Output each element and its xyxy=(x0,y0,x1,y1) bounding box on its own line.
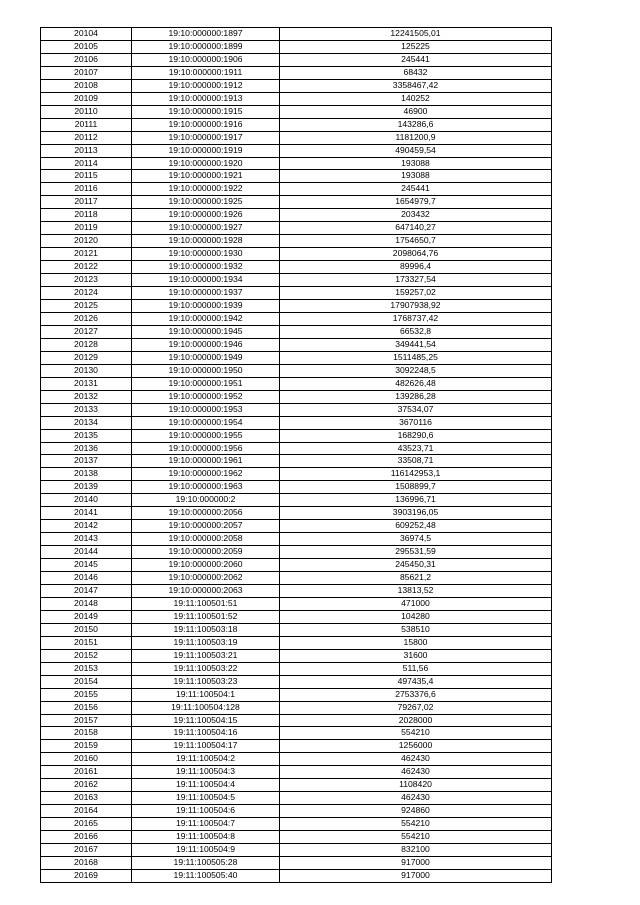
value-cell: 554210 xyxy=(280,818,552,831)
cadastral-number-cell: 19:10:000000:2057 xyxy=(132,520,280,533)
row-number-cell: 20159 xyxy=(41,740,132,753)
row-number-cell: 20165 xyxy=(41,818,132,831)
cadastral-number-cell: 19:10:000000:1911 xyxy=(132,66,280,79)
table-row xyxy=(41,170,552,183)
table-row xyxy=(41,40,552,53)
row-number-cell: 20131 xyxy=(41,377,132,390)
value-cell: 15800 xyxy=(280,636,552,649)
row-number-cell: 20164 xyxy=(41,805,132,818)
cadastral-number-cell: 19:11:100504:1 xyxy=(132,688,280,701)
value-cell: 37534,07 xyxy=(280,403,552,416)
value-cell: 159257,02 xyxy=(280,287,552,300)
value-cell: 125225 xyxy=(280,40,552,53)
table-row xyxy=(41,390,552,403)
row-number-cell: 20129 xyxy=(41,351,132,364)
table-row xyxy=(41,429,552,442)
cadastral-number-cell: 19:10:000000:1919 xyxy=(132,144,280,157)
cadastral-number-cell: 19:10:000000:1906 xyxy=(132,53,280,66)
table-row xyxy=(41,649,552,662)
cadastral-number-cell: 19:10:000000:1952 xyxy=(132,390,280,403)
table-row xyxy=(41,183,552,196)
table-row xyxy=(41,818,552,831)
value-cell: 462430 xyxy=(280,766,552,779)
value-cell: 36974,5 xyxy=(280,533,552,546)
table-row xyxy=(41,274,552,287)
row-number-cell: 20105 xyxy=(41,40,132,53)
row-number-cell: 20120 xyxy=(41,235,132,248)
value-cell: 1654979,7 xyxy=(280,196,552,209)
table-row xyxy=(41,416,552,429)
row-number-cell: 20124 xyxy=(41,287,132,300)
table-row xyxy=(41,222,552,235)
row-number-cell: 20154 xyxy=(41,675,132,688)
table-row xyxy=(41,792,552,805)
table-row xyxy=(41,572,552,585)
row-number-cell: 20119 xyxy=(41,222,132,235)
table-row xyxy=(41,92,552,105)
table-row xyxy=(41,597,552,610)
table-row xyxy=(41,364,552,377)
row-number-cell: 20136 xyxy=(41,442,132,455)
value-cell: 511,56 xyxy=(280,662,552,675)
cadastral-number-cell: 19:10:000000:1945 xyxy=(132,325,280,338)
row-number-cell: 20166 xyxy=(41,831,132,844)
cadastral-number-cell: 19:10:000000:1954 xyxy=(132,416,280,429)
row-number-cell: 20118 xyxy=(41,209,132,222)
cadastral-number-cell: 19:10:000000:1926 xyxy=(132,209,280,222)
cadastral-number-cell: 19:11:100505:40 xyxy=(132,869,280,882)
value-cell: 490459,54 xyxy=(280,144,552,157)
value-cell: 139286,28 xyxy=(280,390,552,403)
cadastral-number-cell: 19:10:000000:1916 xyxy=(132,118,280,131)
value-cell: 1768737,42 xyxy=(280,312,552,325)
table-row xyxy=(41,623,552,636)
table-row xyxy=(41,805,552,818)
value-cell: 13813,52 xyxy=(280,584,552,597)
value-cell: 31600 xyxy=(280,649,552,662)
row-number-cell: 20128 xyxy=(41,338,132,351)
row-number-cell: 20138 xyxy=(41,468,132,481)
records-table xyxy=(40,27,552,883)
cadastral-number-cell: 19:11:100504:128 xyxy=(132,701,280,714)
cadastral-number-cell: 19:10:000000:1930 xyxy=(132,248,280,261)
row-number-cell: 20109 xyxy=(41,92,132,105)
cadastral-number-cell: 19:10:000000:1922 xyxy=(132,183,280,196)
table-row xyxy=(41,377,552,390)
cadastral-number-cell: 19:11:100504:7 xyxy=(132,818,280,831)
cadastral-number-cell: 19:11:100501:52 xyxy=(132,610,280,623)
value-cell: 3358467,42 xyxy=(280,79,552,92)
value-cell: 917000 xyxy=(280,857,552,870)
cadastral-number-cell: 19:10:000000:1899 xyxy=(132,40,280,53)
row-number-cell: 20107 xyxy=(41,66,132,79)
cadastral-number-cell: 19:11:100503:18 xyxy=(132,623,280,636)
table-row xyxy=(41,468,552,481)
table-row xyxy=(41,338,552,351)
value-cell: 1181200,9 xyxy=(280,131,552,144)
cadastral-number-cell: 19:11:100504:8 xyxy=(132,831,280,844)
row-number-cell: 20147 xyxy=(41,584,132,597)
cadastral-number-cell: 19:11:100504:5 xyxy=(132,792,280,805)
table-row xyxy=(41,559,552,572)
value-cell: 497435,4 xyxy=(280,675,552,688)
value-cell: 203432 xyxy=(280,209,552,222)
row-number-cell: 20167 xyxy=(41,844,132,857)
table-row xyxy=(41,779,552,792)
row-number-cell: 20132 xyxy=(41,390,132,403)
table-row xyxy=(41,105,552,118)
cadastral-number-cell: 19:10:000000:1921 xyxy=(132,170,280,183)
table-row xyxy=(41,351,552,364)
value-cell: 647140,27 xyxy=(280,222,552,235)
value-cell: 1508899,7 xyxy=(280,481,552,494)
row-number-cell: 20114 xyxy=(41,157,132,170)
row-number-cell: 20134 xyxy=(41,416,132,429)
value-cell: 482626,48 xyxy=(280,377,552,390)
value-cell: 3092248,5 xyxy=(280,364,552,377)
row-number-cell: 20149 xyxy=(41,610,132,623)
table-row xyxy=(41,403,552,416)
value-cell: 538510 xyxy=(280,623,552,636)
table-row xyxy=(41,79,552,92)
table-row xyxy=(41,196,552,209)
row-number-cell: 20108 xyxy=(41,79,132,92)
value-cell: 917000 xyxy=(280,869,552,882)
cadastral-number-cell: 19:11:100504:16 xyxy=(132,727,280,740)
table-row xyxy=(41,287,552,300)
value-cell: 136996,71 xyxy=(280,494,552,507)
value-cell: 609252,48 xyxy=(280,520,552,533)
row-number-cell: 20140 xyxy=(41,494,132,507)
cadastral-number-cell: 19:10:000000:2063 xyxy=(132,584,280,597)
value-cell: 462430 xyxy=(280,753,552,766)
value-cell: 140252 xyxy=(280,92,552,105)
cadastral-number-cell: 19:10:000000:2058 xyxy=(132,533,280,546)
cadastral-number-cell: 19:10:000000:2060 xyxy=(132,559,280,572)
row-number-cell: 20106 xyxy=(41,53,132,66)
row-number-cell: 20121 xyxy=(41,248,132,261)
row-number-cell: 20127 xyxy=(41,325,132,338)
row-number-cell: 20137 xyxy=(41,455,132,468)
cadastral-number-cell: 19:10:000000:1951 xyxy=(132,377,280,390)
value-cell: 1754650,7 xyxy=(280,235,552,248)
value-cell: 193088 xyxy=(280,157,552,170)
cadastral-number-cell: 19:10:000000:1946 xyxy=(132,338,280,351)
row-number-cell: 20156 xyxy=(41,701,132,714)
table-row xyxy=(41,455,552,468)
cadastral-number-cell: 19:11:100504:6 xyxy=(132,805,280,818)
value-cell: 2028000 xyxy=(280,714,552,727)
cadastral-number-cell: 19:10:000000:1915 xyxy=(132,105,280,118)
row-number-cell: 20113 xyxy=(41,144,132,157)
cadastral-number-cell: 19:10:000000:2062 xyxy=(132,572,280,585)
table-row xyxy=(41,533,552,546)
value-cell: 173327,54 xyxy=(280,274,552,287)
row-number-cell: 20135 xyxy=(41,429,132,442)
value-cell: 2753376,6 xyxy=(280,688,552,701)
row-number-cell: 20157 xyxy=(41,714,132,727)
cadastral-number-cell: 19:10:000000:1962 xyxy=(132,468,280,481)
value-cell: 245441 xyxy=(280,183,552,196)
cadastral-number-cell: 19:11:100504:3 xyxy=(132,766,280,779)
value-cell: 168290,6 xyxy=(280,429,552,442)
table-row xyxy=(41,261,552,274)
row-number-cell: 20111 xyxy=(41,118,132,131)
row-number-cell: 20116 xyxy=(41,183,132,196)
value-cell: 1256000 xyxy=(280,740,552,753)
row-number-cell: 20168 xyxy=(41,857,132,870)
row-number-cell: 20163 xyxy=(41,792,132,805)
row-number-cell: 20141 xyxy=(41,507,132,520)
table-row xyxy=(41,546,552,559)
table-row xyxy=(41,740,552,753)
table-row xyxy=(41,312,552,325)
row-number-cell: 20153 xyxy=(41,662,132,675)
row-number-cell: 20110 xyxy=(41,105,132,118)
value-cell: 116142953,1 xyxy=(280,468,552,481)
value-cell: 1108420 xyxy=(280,779,552,792)
row-number-cell: 20139 xyxy=(41,481,132,494)
value-cell: 85621,2 xyxy=(280,572,552,585)
cadastral-number-cell: 19:10:000000:1927 xyxy=(132,222,280,235)
table-row xyxy=(41,28,552,41)
table-row xyxy=(41,131,552,144)
table-row xyxy=(41,714,552,727)
table-row xyxy=(41,636,552,649)
cadastral-number-cell: 19:10:000000:1942 xyxy=(132,312,280,325)
value-cell: 104280 xyxy=(280,610,552,623)
row-number-cell: 20115 xyxy=(41,170,132,183)
value-cell: 245450,31 xyxy=(280,559,552,572)
cadastral-number-cell: 19:10:000000:1897 xyxy=(132,28,280,41)
table-row xyxy=(41,753,552,766)
row-number-cell: 20162 xyxy=(41,779,132,792)
cadastral-number-cell: 19:11:100503:21 xyxy=(132,649,280,662)
row-number-cell: 20133 xyxy=(41,403,132,416)
table-row xyxy=(41,209,552,222)
table-row xyxy=(41,688,552,701)
table-row xyxy=(41,869,552,882)
cadastral-number-cell: 19:10:000000:1913 xyxy=(132,92,280,105)
cadastral-number-cell: 19:11:100504:9 xyxy=(132,844,280,857)
value-cell: 554210 xyxy=(280,727,552,740)
table-row xyxy=(41,235,552,248)
cadastral-number-cell: 19:10:000000:1934 xyxy=(132,274,280,287)
row-number-cell: 20151 xyxy=(41,636,132,649)
row-number-cell: 20148 xyxy=(41,597,132,610)
table-row xyxy=(41,144,552,157)
row-number-cell: 20152 xyxy=(41,649,132,662)
row-number-cell: 20104 xyxy=(41,28,132,41)
value-cell: 12241505,01 xyxy=(280,28,552,41)
row-number-cell: 20150 xyxy=(41,623,132,636)
row-number-cell: 20145 xyxy=(41,559,132,572)
cadastral-number-cell: 19:11:100504:4 xyxy=(132,779,280,792)
value-cell: 143286,6 xyxy=(280,118,552,131)
table-row xyxy=(41,66,552,79)
row-number-cell: 20142 xyxy=(41,520,132,533)
table-row xyxy=(41,53,552,66)
row-number-cell: 20155 xyxy=(41,688,132,701)
cadastral-number-cell: 19:10:000000:1912 xyxy=(132,79,280,92)
row-number-cell: 20125 xyxy=(41,300,132,313)
row-number-cell: 20169 xyxy=(41,869,132,882)
cadastral-number-cell: 19:10:000000:2059 xyxy=(132,546,280,559)
table-row xyxy=(41,675,552,688)
table-row xyxy=(41,325,552,338)
row-number-cell: 20126 xyxy=(41,312,132,325)
row-number-cell: 20143 xyxy=(41,533,132,546)
row-number-cell: 20117 xyxy=(41,196,132,209)
table-row xyxy=(41,831,552,844)
cadastral-number-cell: 19:10:000000:1953 xyxy=(132,403,280,416)
cadastral-number-cell: 19:10:000000:1963 xyxy=(132,481,280,494)
cadastral-number-cell: 19:10:000000:1925 xyxy=(132,196,280,209)
table-row xyxy=(41,481,552,494)
value-cell: 349441,54 xyxy=(280,338,552,351)
table-row xyxy=(41,727,552,740)
value-cell: 1511485,25 xyxy=(280,351,552,364)
table-row xyxy=(41,157,552,170)
cadastral-number-cell: 19:11:100504:17 xyxy=(132,740,280,753)
value-cell: 3670116 xyxy=(280,416,552,429)
cadastral-number-cell: 19:10:000000:1950 xyxy=(132,364,280,377)
records-table-body xyxy=(41,28,552,883)
value-cell: 66532,8 xyxy=(280,325,552,338)
cadastral-number-cell: 19:11:100503:23 xyxy=(132,675,280,688)
table-row xyxy=(41,494,552,507)
value-cell: 832100 xyxy=(280,844,552,857)
cadastral-number-cell: 19:10:000000:1949 xyxy=(132,351,280,364)
row-number-cell: 20122 xyxy=(41,261,132,274)
cadastral-number-cell: 19:10:000000:1956 xyxy=(132,442,280,455)
table-row xyxy=(41,118,552,131)
cadastral-number-cell: 19:10:000000:1928 xyxy=(132,235,280,248)
table-row xyxy=(41,766,552,779)
value-cell: 68432 xyxy=(280,66,552,79)
cadastral-number-cell: 19:11:100504:15 xyxy=(132,714,280,727)
value-cell: 193088 xyxy=(280,170,552,183)
value-cell: 33508,71 xyxy=(280,455,552,468)
data-sheet xyxy=(40,27,551,883)
table-row xyxy=(41,300,552,313)
value-cell: 295531,59 xyxy=(280,546,552,559)
value-cell: 43523,71 xyxy=(280,442,552,455)
row-number-cell: 20160 xyxy=(41,753,132,766)
cadastral-number-cell: 19:11:100503:22 xyxy=(132,662,280,675)
cadastral-number-cell: 19:11:100501:51 xyxy=(132,597,280,610)
table-row xyxy=(41,584,552,597)
value-cell: 245441 xyxy=(280,53,552,66)
cadastral-number-cell: 19:11:100503:19 xyxy=(132,636,280,649)
cadastral-number-cell: 19:10:000000:2 xyxy=(132,494,280,507)
value-cell: 554210 xyxy=(280,831,552,844)
table-row xyxy=(41,857,552,870)
row-number-cell: 20130 xyxy=(41,364,132,377)
value-cell: 462430 xyxy=(280,792,552,805)
value-cell: 924860 xyxy=(280,805,552,818)
cadastral-number-cell: 19:10:000000:1917 xyxy=(132,131,280,144)
cadastral-number-cell: 19:10:000000:1937 xyxy=(132,287,280,300)
cadastral-number-cell: 19:11:100505:28 xyxy=(132,857,280,870)
table-row xyxy=(41,662,552,675)
cadastral-number-cell: 19:10:000000:1932 xyxy=(132,261,280,274)
table-row xyxy=(41,520,552,533)
table-row xyxy=(41,844,552,857)
table-row xyxy=(41,248,552,261)
value-cell: 471000 xyxy=(280,597,552,610)
cadastral-number-cell: 19:10:000000:1939 xyxy=(132,300,280,313)
value-cell: 89996,4 xyxy=(280,261,552,274)
row-number-cell: 20158 xyxy=(41,727,132,740)
table-row xyxy=(41,701,552,714)
value-cell: 3903196,05 xyxy=(280,507,552,520)
value-cell: 79267,02 xyxy=(280,701,552,714)
table-row xyxy=(41,610,552,623)
cadastral-number-cell: 19:10:000000:1955 xyxy=(132,429,280,442)
row-number-cell: 20112 xyxy=(41,131,132,144)
table-row xyxy=(41,442,552,455)
value-cell: 17907938,92 xyxy=(280,300,552,313)
table-row xyxy=(41,507,552,520)
row-number-cell: 20146 xyxy=(41,572,132,585)
row-number-cell: 20144 xyxy=(41,546,132,559)
cadastral-number-cell: 19:10:000000:1920 xyxy=(132,157,280,170)
cadastral-number-cell: 19:10:000000:2056 xyxy=(132,507,280,520)
row-number-cell: 20123 xyxy=(41,274,132,287)
cadastral-number-cell: 19:11:100504:2 xyxy=(132,753,280,766)
value-cell: 46900 xyxy=(280,105,552,118)
row-number-cell: 20161 xyxy=(41,766,132,779)
cadastral-number-cell: 19:10:000000:1961 xyxy=(132,455,280,468)
value-cell: 2098064,76 xyxy=(280,248,552,261)
